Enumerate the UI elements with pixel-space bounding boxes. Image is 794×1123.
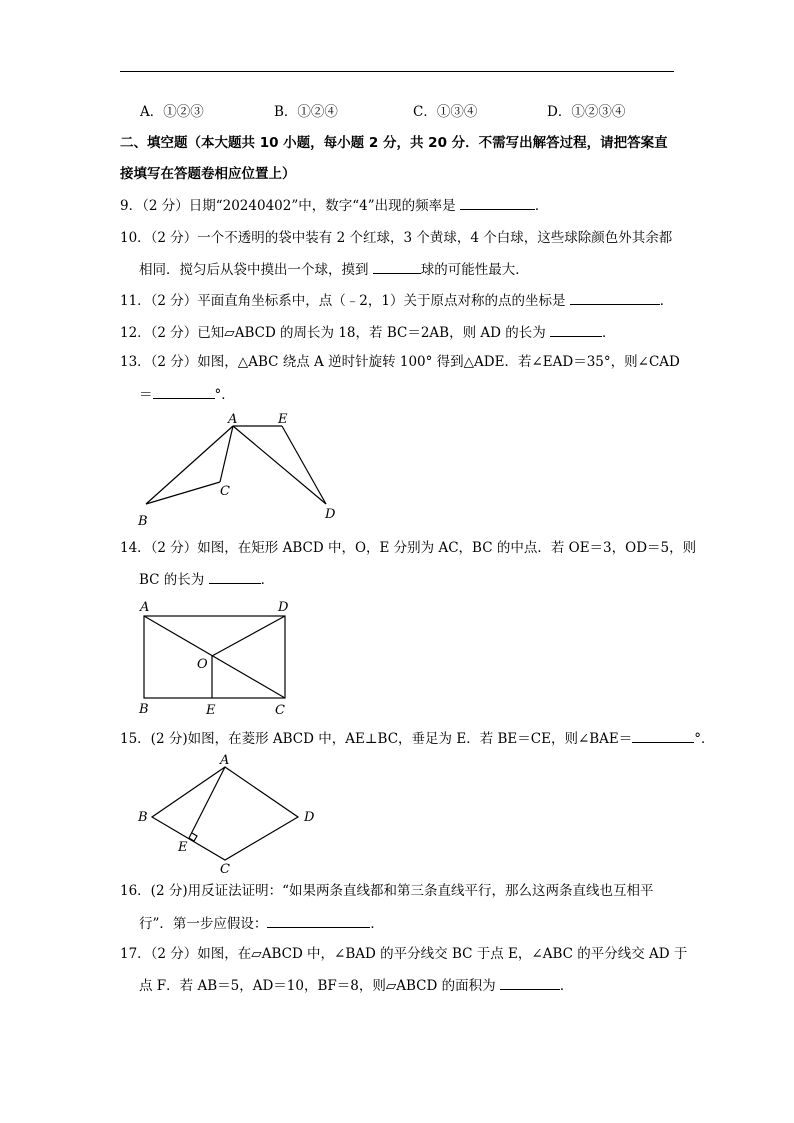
section-heading-line2: 接填写在答题卷相应位置上） xyxy=(120,166,296,182)
question-10-line2: 相同．搅匀后从袋中摸出一个球，摸到 球的可能性最大． xyxy=(139,259,529,280)
question-16-line2: 行”．第一步应假设： ． xyxy=(139,913,384,934)
question-17-line1: 17．（2 分）如图，在▱ABCD 中，∠BAD 的平分线交 BC 于点 E，∠ABC 的平分线交 AD 于 xyxy=(120,946,688,962)
answer-blank-11[interactable] xyxy=(570,290,660,305)
header-rule xyxy=(120,71,674,72)
label-o: O xyxy=(197,657,208,672)
option-a[interactable]: A．①②③ xyxy=(140,104,204,120)
question-13-line2: ＝ °． xyxy=(139,384,235,405)
label-e: E xyxy=(278,412,288,427)
answer-blank-9[interactable] xyxy=(460,195,535,210)
answer-blank-12[interactable] xyxy=(550,322,602,337)
question-9: 9．（2 分）日期“20240402”中，数字“4”出现的频率是 ． xyxy=(120,195,548,216)
question-13-line1: 13．（2 分）如图，△ABC 绕点 A 逆时针旋转 100° 得到△ADE．若∠EAD＝35°，则∠CAD xyxy=(120,354,680,370)
figure-q15 xyxy=(130,750,330,876)
figure-q14 xyxy=(132,596,302,718)
segment-ed xyxy=(282,426,326,504)
label-e: E xyxy=(178,840,188,855)
label-d: D xyxy=(278,600,289,615)
option-c[interactable]: C．①③④ xyxy=(413,104,478,120)
option-b[interactable]: B．①②④ xyxy=(274,104,338,120)
question-12: 12．（2 分）已知▱ABCD 的周长为 18，若 BC＝2AB，则 AD 的长为 ． xyxy=(120,322,616,343)
segment-ac xyxy=(220,426,233,482)
question-10-line1: 10．（2 分）一个不透明的袋中装有 2 个红球，3 个黄球，4 个白球，这些球除颜色外其余都 xyxy=(120,230,673,246)
answer-blank-10[interactable] xyxy=(373,259,421,274)
label-d: D xyxy=(325,507,336,522)
label-b: B xyxy=(139,702,149,717)
label-a: A xyxy=(228,412,238,427)
label-c: C xyxy=(220,862,230,876)
label-c: C xyxy=(220,484,230,499)
segment-ad xyxy=(233,426,326,504)
label-c: C xyxy=(275,703,285,718)
question-17-line2: 点 F．若 AB＝5，AD＝10，BF＝8，则▱ABCD 的面积为 ． xyxy=(139,975,573,996)
question-14-line1: 14．（2 分）如图，在矩形 ABCD 中，O，E 分别为 AC，BC 的中点．若 OE＝3，OD＝5，则 xyxy=(120,540,697,556)
figure-q13 xyxy=(130,408,350,530)
label-b: B xyxy=(138,810,148,825)
segment-od xyxy=(212,616,285,656)
question-14-line2: BC 的长为 ． xyxy=(139,569,274,590)
rhombus-abcd xyxy=(152,767,298,860)
question-15: 15．(2 分)如图，在菱形 ABCD 中，AE⊥BC，垂足为 E．若 BE＝CE，则∠BAE＝ °． xyxy=(120,728,715,749)
segment-bc xyxy=(146,482,220,504)
label-e: E xyxy=(206,703,216,718)
section-heading-line1: 二、填空题（本大题共 10 小题，每小题 2 分，共 20 分．不需写出解答过程，请把答案直 xyxy=(120,135,668,151)
label-a: A xyxy=(220,753,230,768)
answer-blank-15[interactable] xyxy=(632,728,694,743)
option-d[interactable]: D．①②③④ xyxy=(547,104,626,120)
question-11: 11．（2 分）平面直角坐标系中，点（﹣2，1）关于原点对称的点的坐标是 ． xyxy=(120,290,673,311)
answer-blank-17[interactable] xyxy=(500,975,560,990)
label-b: B xyxy=(138,514,148,529)
answer-blank-13[interactable] xyxy=(153,384,215,399)
label-a: A xyxy=(140,600,150,615)
answer-blank-14[interactable] xyxy=(209,569,261,584)
segment-ae xyxy=(189,767,225,838)
label-d: D xyxy=(304,810,315,825)
answer-blank-16[interactable] xyxy=(267,913,370,928)
question-16-line1: 16．(2 分)用反证法证明：“如果两条直线都和第三条直线平行，那么这两条直线也互相平 xyxy=(120,883,654,899)
diagonal-ac xyxy=(144,616,285,698)
